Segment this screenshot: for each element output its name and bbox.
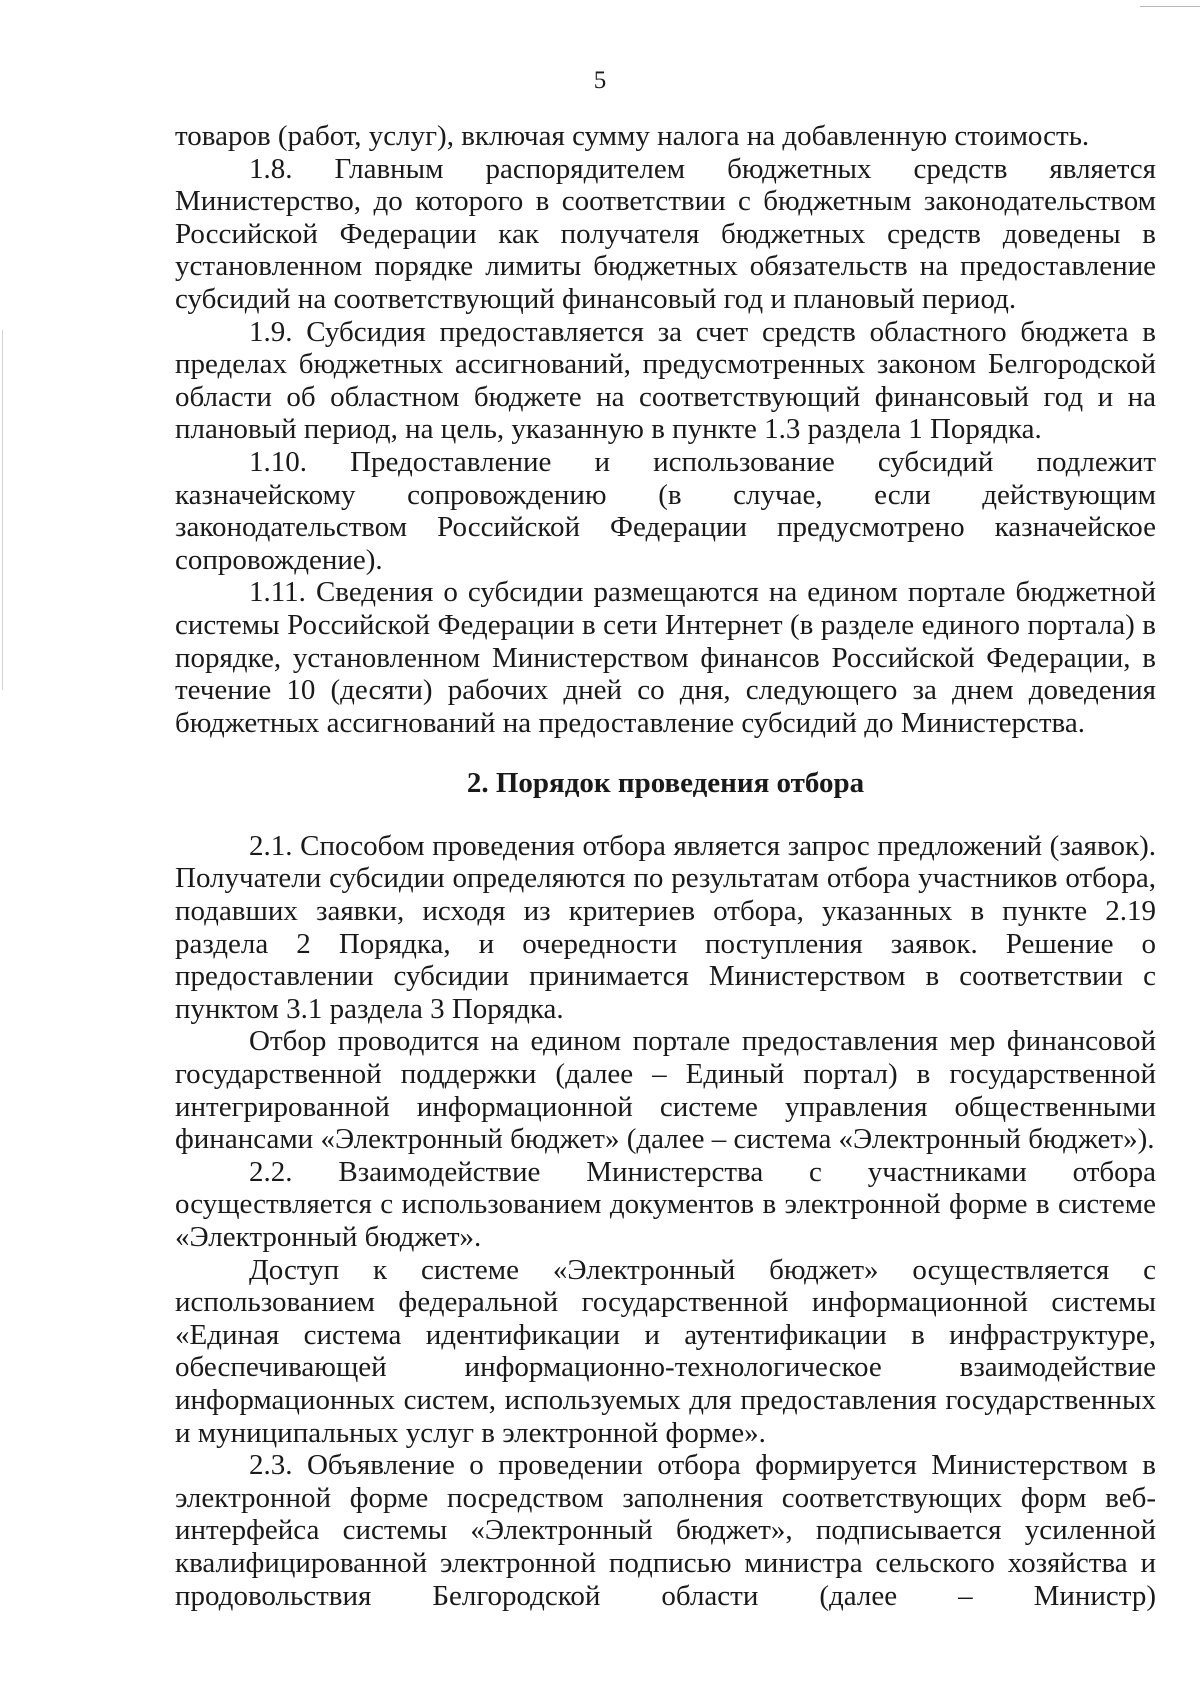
- scan-edge-line: [1140, 6, 1200, 7]
- paragraph-continuation: товаров (работ, услуг), включая сумму налога на добавленную стоимость.: [175, 120, 1090, 152]
- paragraph-2-2: 2.2. Взаимодействие Министерства с участниками отбора осуществляется с использованием документов в электронной форме в системе «Электронный бюджет».: [175, 1155, 1156, 1253]
- section-2-heading: 2. Порядок проведения отбора: [466, 767, 865, 800]
- paragraph-2-2-access: Доступ к системе «Электронный бюджет» осуществляется с использованием федеральной государственной информационной системы «Единая система идентификации и аутентификации в инфраструктуре, обеспечивающей информационно-технологическое взаимодействие информационных систем, используемых для предоставления государственных и муниципальных услуг в электронной форме».: [175, 1253, 1156, 1449]
- page-number: 5: [593, 67, 607, 94]
- paragraph-2-1-selection-portal: Отбор проводится на едином портале предоставления мер финансовой государственной поддержки (далее – Единый портал) в государственной интегрированной информационной системе управления общественными финансами «Электронный бюджет» (далее – система «Электронный бюджет»).: [175, 1025, 1156, 1156]
- paragraph-2-1: 2.1. Способом проведения отбора является запрос предложений (заявок). Получатели субсидии определяются по результатам отбора участников отбора, подавших заявки, исходя из критериев отбора, указанных в пункте 2.19 раздела 2 Порядка, и очередности поступления заявок. Решение о предоставлении субсидии принимается Министерством в соответствии с пунктом 3.1 раздела 3 Порядка.: [175, 829, 1156, 1025]
- paragraph-1-9: 1.9. Субсидия предоставляется за счет средств областного бюджета в пределах бюджетных ассигнований, предусмотренных законом Белгородской области об областном бюджете на соответствующий финансовый год и на плановый период, на цель, указанную в пункте 1.3 раздела 1 Порядка.: [175, 315, 1156, 446]
- paragraph-1-10: 1.10. Предоставление и использование субсидий подлежит казначейскому сопровождению (в случае, если действующим законодательством Российской Федерации предусмотрено казначейское сопровождение).: [175, 445, 1156, 576]
- paragraph-2-3: 2.3. Объявление о проведении отбора формируется Министерством в электронной форме посредством заполнения соответствующих форм веб-интерфейса системы «Электронный бюджет», подписывается усиленной квалифицированной электронной подписью министра сельского хозяйства и продовольствия Белгородской области (далее – Министр): [175, 1449, 1156, 1612]
- scan-margin-line: [2, 330, 3, 690]
- document-body: [175, 120, 1156, 1612]
- paragraph-1-11: 1.11. Сведения о субсидии размещаются на едином портале бюджетной системы Российской Федерации в сети Интернет (в разделе единого портала) в порядке, установленном Министерством финансов Российской Федерации, в течение 10 (десяти) рабочих дней со дня, следующего за днем доведения бюджетных ассигнований на предоставление субсидий до Министерства.: [175, 576, 1156, 739]
- paragraph-1-8: 1.8. Главным распорядителем бюджетных средств является Министерство, до которого в соответствии с бюджетным законодательством Российской Федерации как получателя бюджетных средств доведены в установленном порядке лимиты бюджетных обязательств на предоставление субсидий на соответствующий финансовый год и плановый период.: [175, 152, 1156, 315]
